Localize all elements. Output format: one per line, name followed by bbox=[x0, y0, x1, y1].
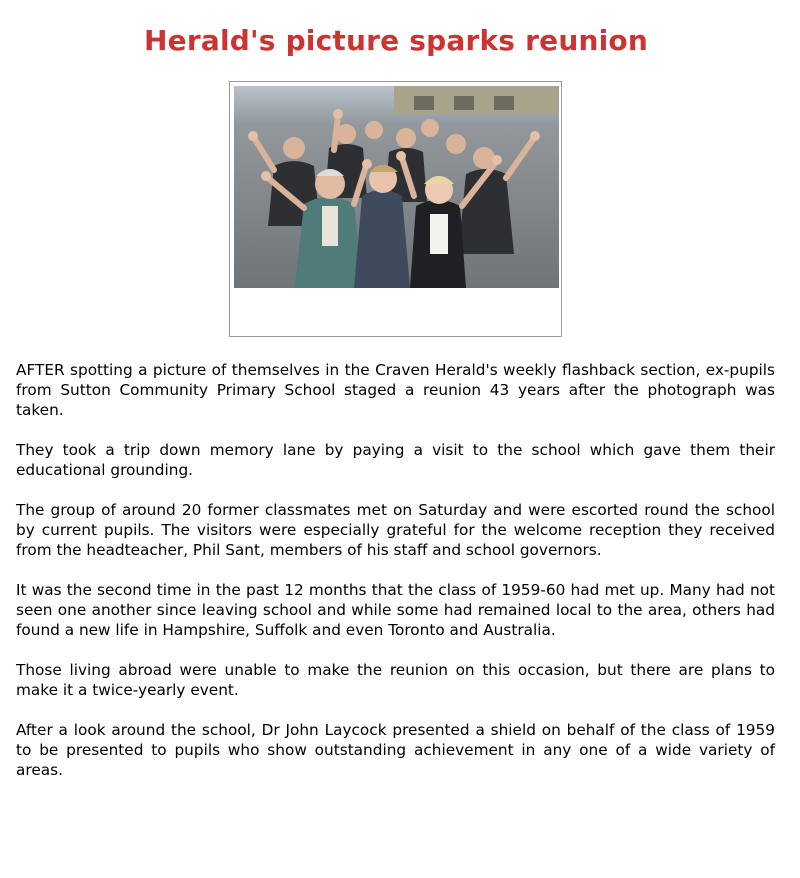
headline: Herald's picture sparks reunion bbox=[144, 24, 648, 57]
article-body bbox=[16, 360, 775, 800]
paragraph: It was the second time in the past 12 months that the class of 1959-60 had met up. Many had not seen one another since leaving school and while some had remained local to the area, others had found a new life in Hampshire, Suffolk and even Toronto and Australia. bbox=[16, 581, 775, 639]
paragraph: They took a trip down memory lane by paying a visit to the school which gave them their educational grounding. bbox=[16, 441, 775, 479]
paragraph: The group of around 20 former classmates met on Saturday and were escorted round the school by current pupils. The visitors were especially grateful for the welcome reception they received from the headteacher, Phil Sant, members of his staff and school governors. bbox=[16, 501, 775, 559]
paragraph: Those living abroad were unable to make the reunion on this occasion, but there are plans to make it a twice-yearly event. bbox=[16, 661, 775, 699]
paragraph: AFTER spotting a picture of themselves in the Craven Herald's weekly flashback section, ex-pupils from Sutton Community Primary School staged a reunion 43 years after the photograph was taken. bbox=[16, 361, 775, 419]
paragraph: After a look around the school, Dr John Laycock presented a shield on behalf of the class of 1959 to be presented to pupils who show outstanding achievement in any one of a wide variety of areas. bbox=[16, 721, 775, 779]
photo-frame bbox=[229, 81, 562, 337]
group-photo bbox=[234, 86, 559, 288]
group-photo-illustration bbox=[234, 86, 559, 288]
